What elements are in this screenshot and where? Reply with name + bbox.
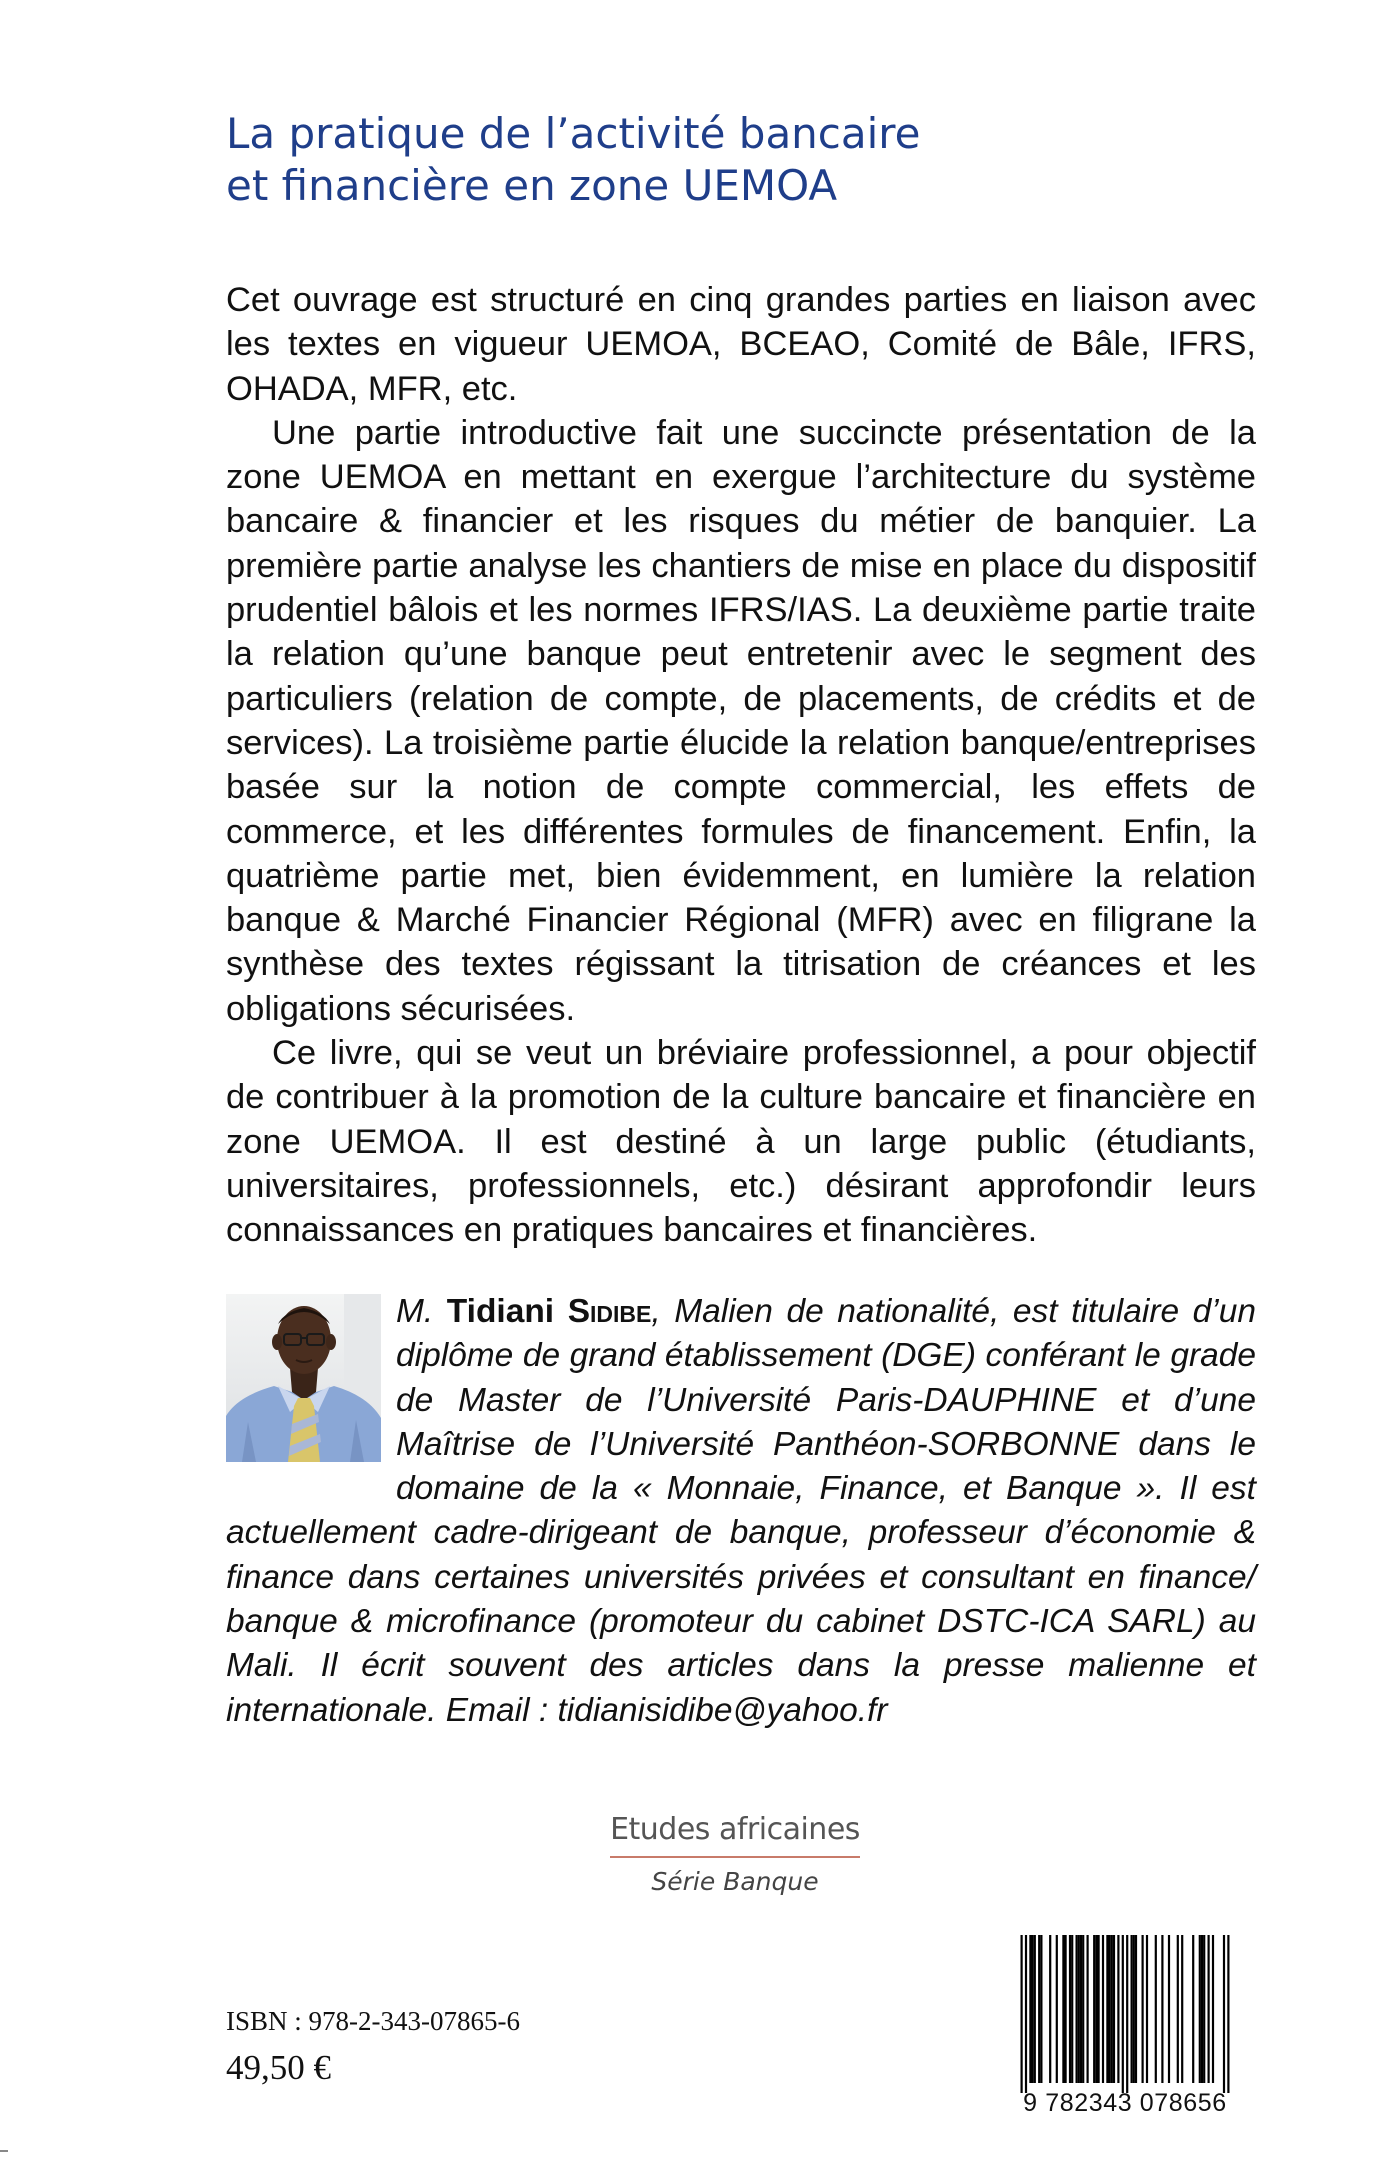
series-name: Etudes africaines <box>610 1812 860 1847</box>
barcode-bar <box>1062 1935 1064 2083</box>
barcode-guard-bar <box>1122 1935 1124 2093</box>
crop-mark <box>0 2150 8 2152</box>
barcode-bar <box>1093 1935 1095 2083</box>
barcode-bar <box>1181 1935 1183 2083</box>
barcode-bar <box>1078 1935 1080 2083</box>
book-title-line-1: La pratique de l’activité bancaire <box>226 109 921 158</box>
book-title <box>226 108 1226 212</box>
barcode-bar <box>1131 1935 1133 2083</box>
barcode-guard-bar <box>1126 1935 1128 2093</box>
barcode-bar <box>1056 1935 1058 2083</box>
author-bio-text: , Malien de nationalité, est titulaire d’un diplôme de grand établissement (DGE) conférant le grade de Master de l’Université Paris-DAUPHINE et d’une Maîtrise de l’Université Panthéon-SORBONNE dans le domaine de la « Monnaie, Finance, et Banque ». Il est actuellement cadre-dirigeant de banque, professeur d’économie & finance dans certaines universités privées et consultant en finance/ banque & microfinance (promoteur du cabinet DSTC-ICA SARL) au Mali. Il écrit souvent des articles dans la presse malienne et internationale. Email : tidianisidibe@yahoo.fr <box>226 1293 1257 1729</box>
barcode-guard-bar <box>1021 1935 1023 2093</box>
author-first-name: Tidiani <box>446 1293 555 1330</box>
barcode-digits: 9 782343 078656 <box>1023 2089 1227 2117</box>
author-biography <box>226 1290 1256 1733</box>
barcode-bar <box>1038 1935 1040 2083</box>
barcode-bar <box>1208 1935 1210 2083</box>
barcode-bar <box>1192 1935 1194 2083</box>
barcode-bar <box>1155 1935 1157 2083</box>
barcode-bar <box>1117 1935 1119 2083</box>
isbn-number: ISBN : 978-2-343-07865-6 <box>226 2006 520 2036</box>
series-logo <box>600 1810 870 1898</box>
barcode-bar <box>1146 1935 1148 2083</box>
barcode-bar <box>1199 1935 1201 2083</box>
barcode-bar <box>1203 1935 1205 2083</box>
book-title-line-2: et financière en zone UEMOA <box>226 161 838 210</box>
author-prefix: M. <box>396 1293 447 1330</box>
summary-paragraph-2: Une partie introductive fait une succincte présentation de la zone UEMOA en mettant en exergue l’architecture du système bancaire & financier et les risques du métier de banquier. La première partie analyse les chantiers de mise en place du dispositif prudentiel bâlois et les normes IFRS/IAS. La deuxième partie traite la relation qu’une banque peut entretenir avec le segment des particuliers (relation de compte, de placements, de crédits et de services). La troisième partie élucide la relation banque/entreprises basée sur la notion de compte commercial, les effets de commerce, et les différentes formules de financement. Enfin, la quatrième partie met, bien évidemment, en lumière la relation banque & Marché Financier Régional (MFR) avec en filigrane la synthèse des textes régissant la titrisation de créances et les obligations sécurisées. <box>226 413 1256 1028</box>
barcode-bar <box>1034 1935 1036 2083</box>
barcode-bar <box>1161 1935 1163 2083</box>
barcode-bar <box>1040 1935 1042 2083</box>
barcode-bars <box>1002 1935 1248 2093</box>
barcode-bar <box>1082 1935 1084 2083</box>
barcode-bar <box>1168 1935 1170 2083</box>
barcode-bar <box>1095 1935 1097 2083</box>
barcode-bar <box>1201 1935 1203 2083</box>
barcode-guard-bar <box>1223 1935 1225 2093</box>
series-subtitle: Série Banque <box>651 1867 819 1896</box>
barcode-bar <box>1111 1935 1113 2083</box>
book-summary <box>226 278 1256 1253</box>
barcode-bar <box>1102 1935 1104 2083</box>
barcode-bar <box>1113 1935 1115 2083</box>
photo-text-wrap-space <box>226 1290 396 1510</box>
summary-paragraph-3: Ce livre, qui se veut un bréviaire professionnel, a pour objectif de contribuer à la promotion de la culture bancaire et financière en zone UEMOA. Il est destiné à un large public (étudiants, universitaires, professionnels, etc.) désirant approfondir leurs connaissances en pratiques bancaires et financières. <box>226 1034 1256 1250</box>
barcode-bar <box>1135 1935 1137 2083</box>
barcode <box>1002 1935 1248 2125</box>
barcode-bar <box>1212 1935 1214 2083</box>
author-last-name: Sidibe <box>567 1293 652 1330</box>
barcode-guard-bar <box>1227 1935 1229 2093</box>
barcode-bar <box>1133 1935 1135 2083</box>
barcode-bar <box>1032 1935 1034 2083</box>
series-divider <box>610 1856 860 1858</box>
barcode-bar <box>1049 1935 1051 2083</box>
barcode-bar <box>1071 1935 1073 2083</box>
barcode-bar <box>1106 1935 1108 2083</box>
barcode-bar <box>1109 1935 1111 2083</box>
barcode-guard-bar <box>1025 1935 1027 2093</box>
book-price: 49,50 € <box>226 2048 331 2087</box>
barcode-bar <box>1029 1935 1031 2083</box>
barcode-bar <box>1069 1935 1071 2083</box>
barcode-bar <box>1087 1935 1089 2083</box>
barcode-bar <box>1080 1935 1082 2083</box>
barcode-bar <box>1098 1935 1100 2083</box>
barcode-bar <box>1177 1935 1179 2083</box>
summary-paragraph-1: Cet ouvrage est structuré en cinq grandes parties en liaison avec les textes en vigueur UEMOA, BCEAO, Comité de Bâle, IFRS, OHADA, MFR, etc. <box>226 281 1256 408</box>
barcode-bar <box>1076 1935 1078 2083</box>
barcode-bar <box>1142 1935 1144 2083</box>
barcode-bar <box>1065 1935 1067 2083</box>
